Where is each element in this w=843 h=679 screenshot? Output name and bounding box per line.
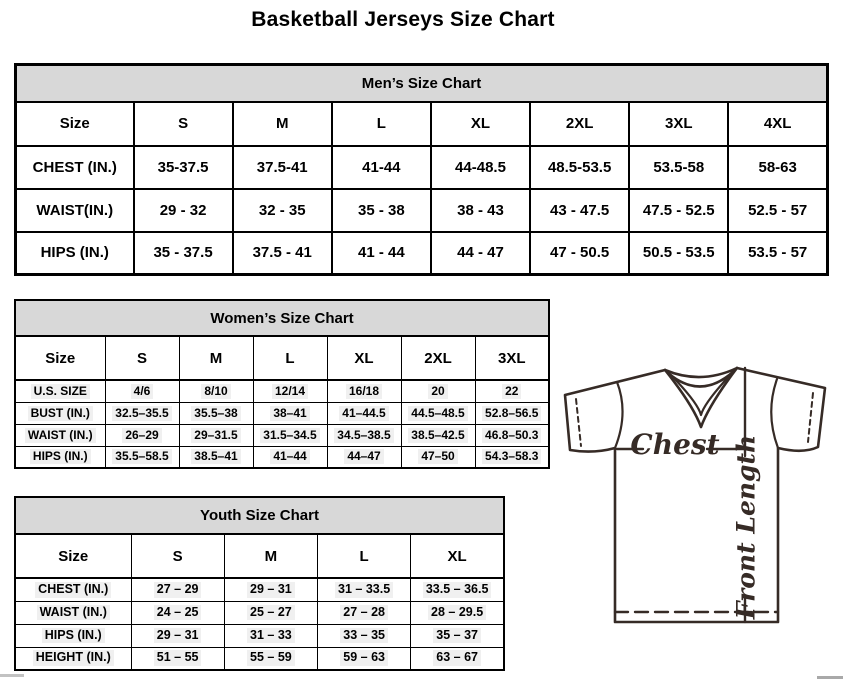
size-cell: 46.8–50.3 bbox=[475, 424, 549, 446]
size-cell: 32.5–35.5 bbox=[105, 402, 179, 424]
size-cell: 27 – 29 bbox=[131, 578, 224, 601]
size-cell: 37.5-41 bbox=[233, 146, 332, 189]
size-cell: 41-44 bbox=[332, 146, 431, 189]
size-cell: 48.5-53.5 bbox=[530, 146, 629, 189]
size-cell: 20 bbox=[401, 380, 475, 402]
size-cell: 35-37.5 bbox=[134, 146, 233, 189]
size-cell: 44.5–48.5 bbox=[401, 402, 475, 424]
size-cell: 22 bbox=[475, 380, 549, 402]
youth-size-table-grid bbox=[14, 496, 505, 671]
row-label: HIPS (IN.) bbox=[16, 232, 134, 275]
size-cell: 44–47 bbox=[327, 446, 401, 468]
column-header: M bbox=[179, 336, 253, 380]
size-cell: 25 – 27 bbox=[224, 601, 317, 624]
size-cell: 38.5–41 bbox=[179, 446, 253, 468]
size-cell: 41 - 44 bbox=[332, 232, 431, 275]
mens-size-table-grid bbox=[14, 63, 829, 276]
size-cell: 53.5 - 57 bbox=[728, 232, 827, 275]
column-header: Size bbox=[15, 534, 131, 578]
page-edge-fragment-left bbox=[0, 674, 24, 677]
size-cell: 31.5–34.5 bbox=[253, 424, 327, 446]
size-cell: 35 - 38 bbox=[332, 189, 431, 232]
jersey-outline bbox=[565, 368, 825, 622]
left-cuff-dashed-line bbox=[576, 399, 581, 446]
size-cell: 26–29 bbox=[105, 424, 179, 446]
table-title: Youth Size Chart bbox=[15, 497, 504, 534]
row-label: HEIGHT (IN.) bbox=[15, 647, 131, 670]
column-header: M bbox=[233, 102, 332, 146]
size-cell: 34.5–38.5 bbox=[327, 424, 401, 446]
size-cell: 35 - 37.5 bbox=[134, 232, 233, 275]
size-cell: 29 – 31 bbox=[131, 624, 224, 647]
size-cell: 41–44 bbox=[253, 446, 327, 468]
womens-size-table bbox=[14, 299, 550, 469]
column-header: L bbox=[332, 102, 431, 146]
size-cell: 59 – 63 bbox=[318, 647, 411, 670]
jersey-measurement-diagram bbox=[555, 355, 843, 645]
size-cell: 44 - 47 bbox=[431, 232, 530, 275]
size-cell: 33 – 35 bbox=[318, 624, 411, 647]
size-cell: 35.5–38 bbox=[179, 402, 253, 424]
size-cell: 31 – 33.5 bbox=[318, 578, 411, 601]
size-cell: 29 - 32 bbox=[134, 189, 233, 232]
column-header: 3XL bbox=[475, 336, 549, 380]
size-cell: 58-63 bbox=[728, 146, 827, 189]
row-label: WAIST(IN.) bbox=[16, 189, 134, 232]
womens-size-table-grid bbox=[14, 299, 550, 469]
row-label: HIPS (IN.) bbox=[15, 446, 105, 468]
size-cell: 29–31.5 bbox=[179, 424, 253, 446]
size-cell: 47–50 bbox=[401, 446, 475, 468]
chest-label: Chest bbox=[630, 428, 720, 461]
row-label: WAIST (IN.) bbox=[15, 424, 105, 446]
column-header: XL bbox=[431, 102, 530, 146]
size-cell: 31 – 33 bbox=[224, 624, 317, 647]
size-cell: 35 – 37 bbox=[411, 624, 504, 647]
mens-size-table bbox=[14, 63, 829, 276]
size-cell: 29 – 31 bbox=[224, 578, 317, 601]
table-title: Women’s Size Chart bbox=[15, 300, 549, 336]
size-cell: 4/6 bbox=[105, 380, 179, 402]
row-label: HIPS (IN.) bbox=[15, 624, 131, 647]
size-cell: 54.3–58.3 bbox=[475, 446, 549, 468]
column-header: S bbox=[105, 336, 179, 380]
size-cell: 37.5 - 41 bbox=[233, 232, 332, 275]
column-header: 2XL bbox=[401, 336, 475, 380]
size-cell: 53.5-58 bbox=[629, 146, 728, 189]
page-title: Basketball Jerseys Size Chart bbox=[251, 8, 555, 31]
collar-back-arc-1 bbox=[665, 368, 737, 377]
size-cell: 33.5 – 36.5 bbox=[411, 578, 504, 601]
size-cell: 38.5–42.5 bbox=[401, 424, 475, 446]
row-label: CHEST (IN.) bbox=[16, 146, 134, 189]
column-header: XL bbox=[411, 534, 504, 578]
size-cell: 12/14 bbox=[253, 380, 327, 402]
row-label: WAIST (IN.) bbox=[15, 601, 131, 624]
size-cell: 32 - 35 bbox=[233, 189, 332, 232]
column-header: M bbox=[224, 534, 317, 578]
column-header: L bbox=[253, 336, 327, 380]
column-header: S bbox=[131, 534, 224, 578]
size-cell: 35.5–58.5 bbox=[105, 446, 179, 468]
column-header: 4XL bbox=[728, 102, 827, 146]
column-header: S bbox=[134, 102, 233, 146]
right-armhole-seam bbox=[771, 379, 778, 448]
size-cell: 52.8–56.5 bbox=[475, 402, 549, 424]
column-header: Size bbox=[16, 102, 134, 146]
size-cell: 38–41 bbox=[253, 402, 327, 424]
front-length-label: Front Length bbox=[731, 434, 761, 620]
youth-size-table bbox=[14, 496, 505, 671]
size-cell: 55 – 59 bbox=[224, 647, 317, 670]
size-cell: 47 - 50.5 bbox=[530, 232, 629, 275]
size-cell: 52.5 - 57 bbox=[728, 189, 827, 232]
size-cell: 43 - 47.5 bbox=[530, 189, 629, 232]
size-cell: 47.5 - 52.5 bbox=[629, 189, 728, 232]
right-cuff-dashed-line bbox=[808, 393, 813, 442]
size-cell: 50.5 - 53.5 bbox=[629, 232, 728, 275]
column-header: L bbox=[318, 534, 411, 578]
column-header: 3XL bbox=[629, 102, 728, 146]
row-label: U.S. SIZE bbox=[15, 380, 105, 402]
size-cell: 51 – 55 bbox=[131, 647, 224, 670]
size-cell: 44-48.5 bbox=[431, 146, 530, 189]
size-cell: 8/10 bbox=[179, 380, 253, 402]
column-header: 2XL bbox=[530, 102, 629, 146]
size-cell: 24 – 25 bbox=[131, 601, 224, 624]
left-armhole-seam bbox=[615, 382, 623, 448]
size-cell: 38 - 43 bbox=[431, 189, 530, 232]
column-header: XL bbox=[327, 336, 401, 380]
size-cell: 27 – 28 bbox=[318, 601, 411, 624]
row-label: BUST (IN.) bbox=[15, 402, 105, 424]
size-cell: 63 – 67 bbox=[411, 647, 504, 670]
size-cell: 28 – 29.5 bbox=[411, 601, 504, 624]
table-title: Men’s Size Chart bbox=[16, 65, 828, 102]
column-header: Size bbox=[15, 336, 105, 380]
row-label: CHEST (IN.) bbox=[15, 578, 131, 601]
size-cell: 16/18 bbox=[327, 380, 401, 402]
size-cell: 41–44.5 bbox=[327, 402, 401, 424]
